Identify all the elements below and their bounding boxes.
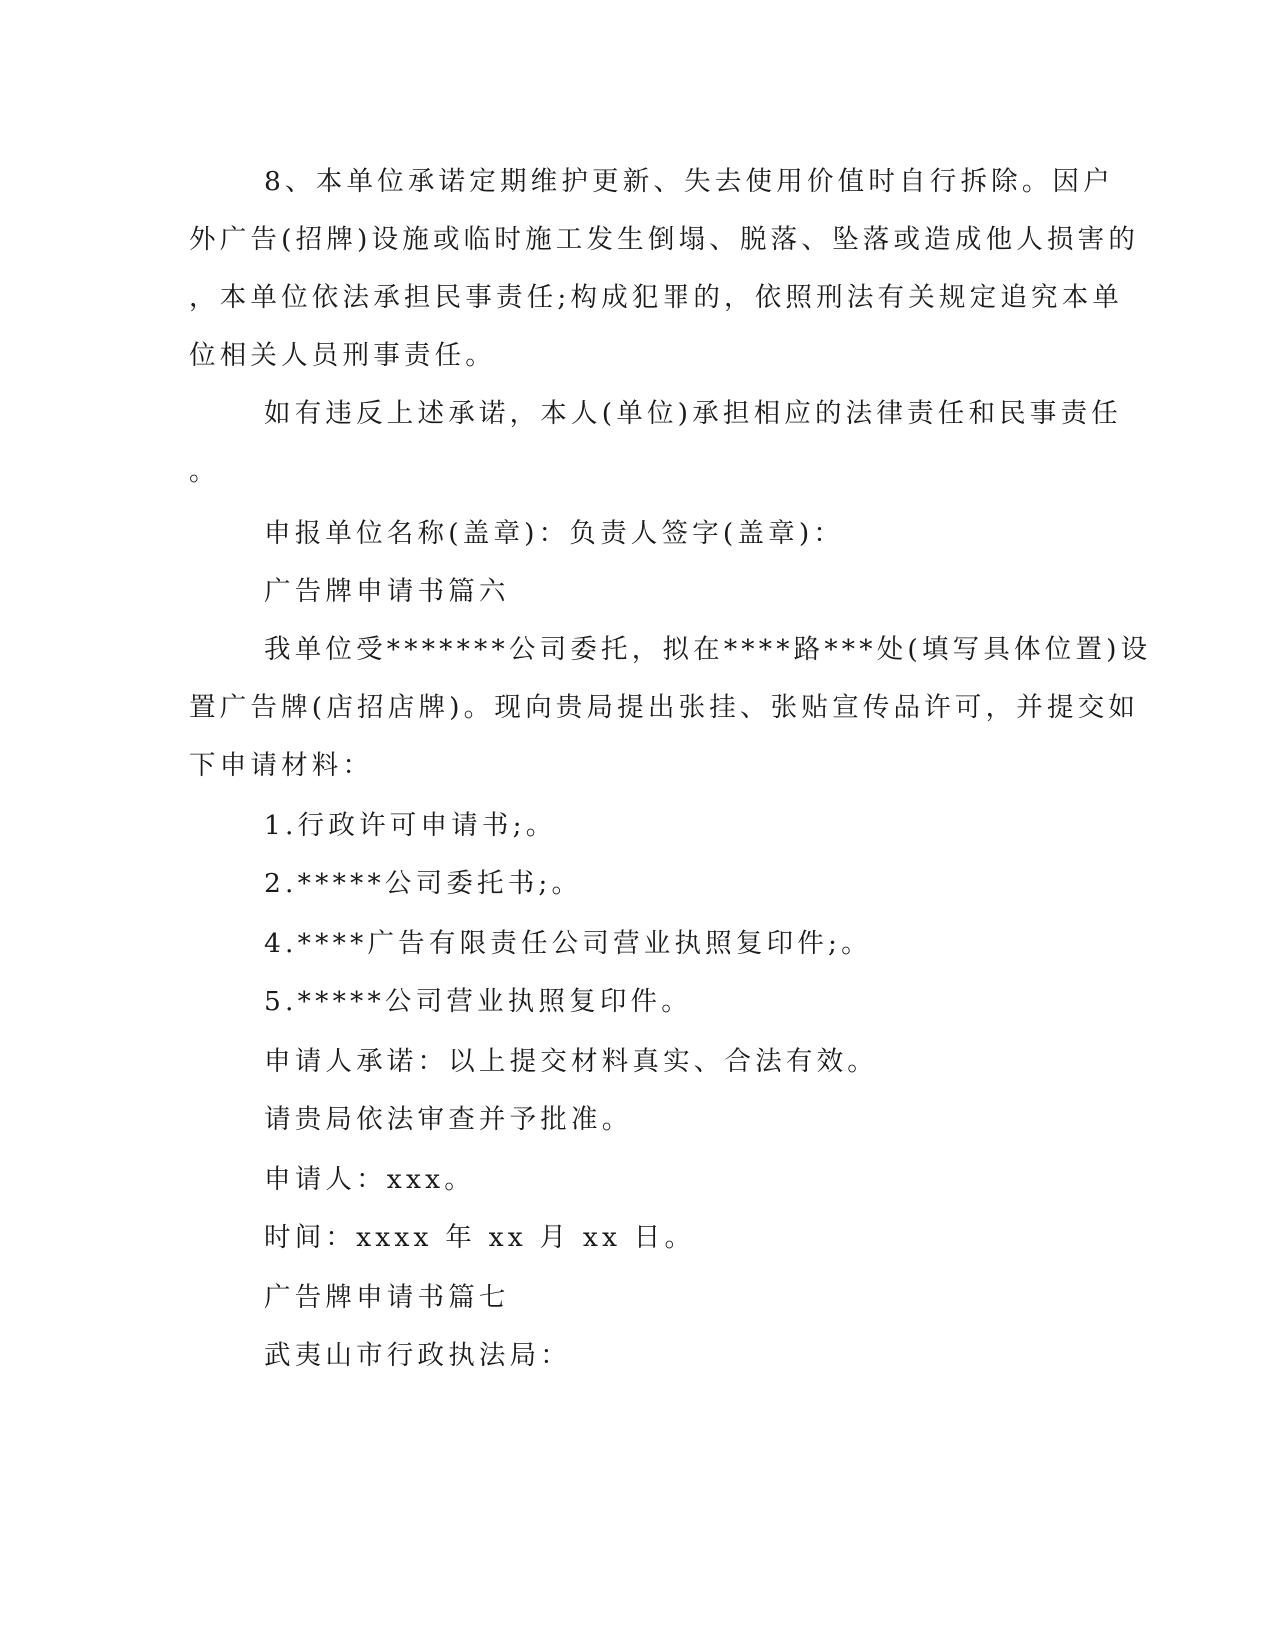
material-item-1: 1.行政许可申请书;。 [264,810,557,841]
paragraph-commitment-8-line-2: 外广告(招牌)设施或临时施工发生倒塌、脱落、坠落或造成他人损害的 [189,224,1140,255]
paragraph-commitment-8-line-4: 位相关人员刑事责任。 [189,340,496,371]
material-item-4: 4.****广告有限责任公司营业执照复印件;。 [264,928,872,959]
material-item-5: 5.*****公司营业执照复印件。 [264,986,692,1017]
applicant-name: 申请人：xxx。 [264,1164,475,1195]
signature-line: 申报单位名称(盖章)：负责人签字(盖章)： [264,518,845,549]
application-date: 时间：xxxx 年 xx 月 xx 日。 [264,1222,696,1253]
paragraph-application-line-2: 置广告牌(店招店牌)。现向贵局提出张挂、张贴宣传品许可，并提交如 [189,692,1140,723]
addressee: 武夷山市行政执法局： [264,1340,571,1371]
paragraph-application-line-1: 我单位受*******公司委托，拟在****路***处(填写具体位置)设 [264,634,1152,665]
section-heading-7: 广告牌申请书篇七 [264,1282,510,1313]
section-heading-6: 广告牌申请书篇六 [264,576,510,607]
paragraph-application-line-3: 下申请材料： [189,750,374,781]
paragraph-commitment-8-line-3: ，本单位依法承担民事责任;构成犯罪的，依照刑法有关规定追究本单 [189,282,1124,313]
material-item-2: 2.*****公司委托书;。 [264,868,583,899]
approval-request: 请贵局依法审查并予批准。 [264,1104,633,1135]
paragraph-violation-line-1: 如有违反上述承诺，本人(单位)承担相应的法律责任和民事责任 [264,398,1122,429]
paragraph-commitment-8-line-1: 8、本单位承诺定期维护更新、失去使用价值时自行拆除。因户 [264,166,1114,197]
applicant-pledge: 申请人承诺：以上提交材料真实、合法有效。 [264,1046,878,1077]
paragraph-violation-line-2: 。 [189,456,220,487]
